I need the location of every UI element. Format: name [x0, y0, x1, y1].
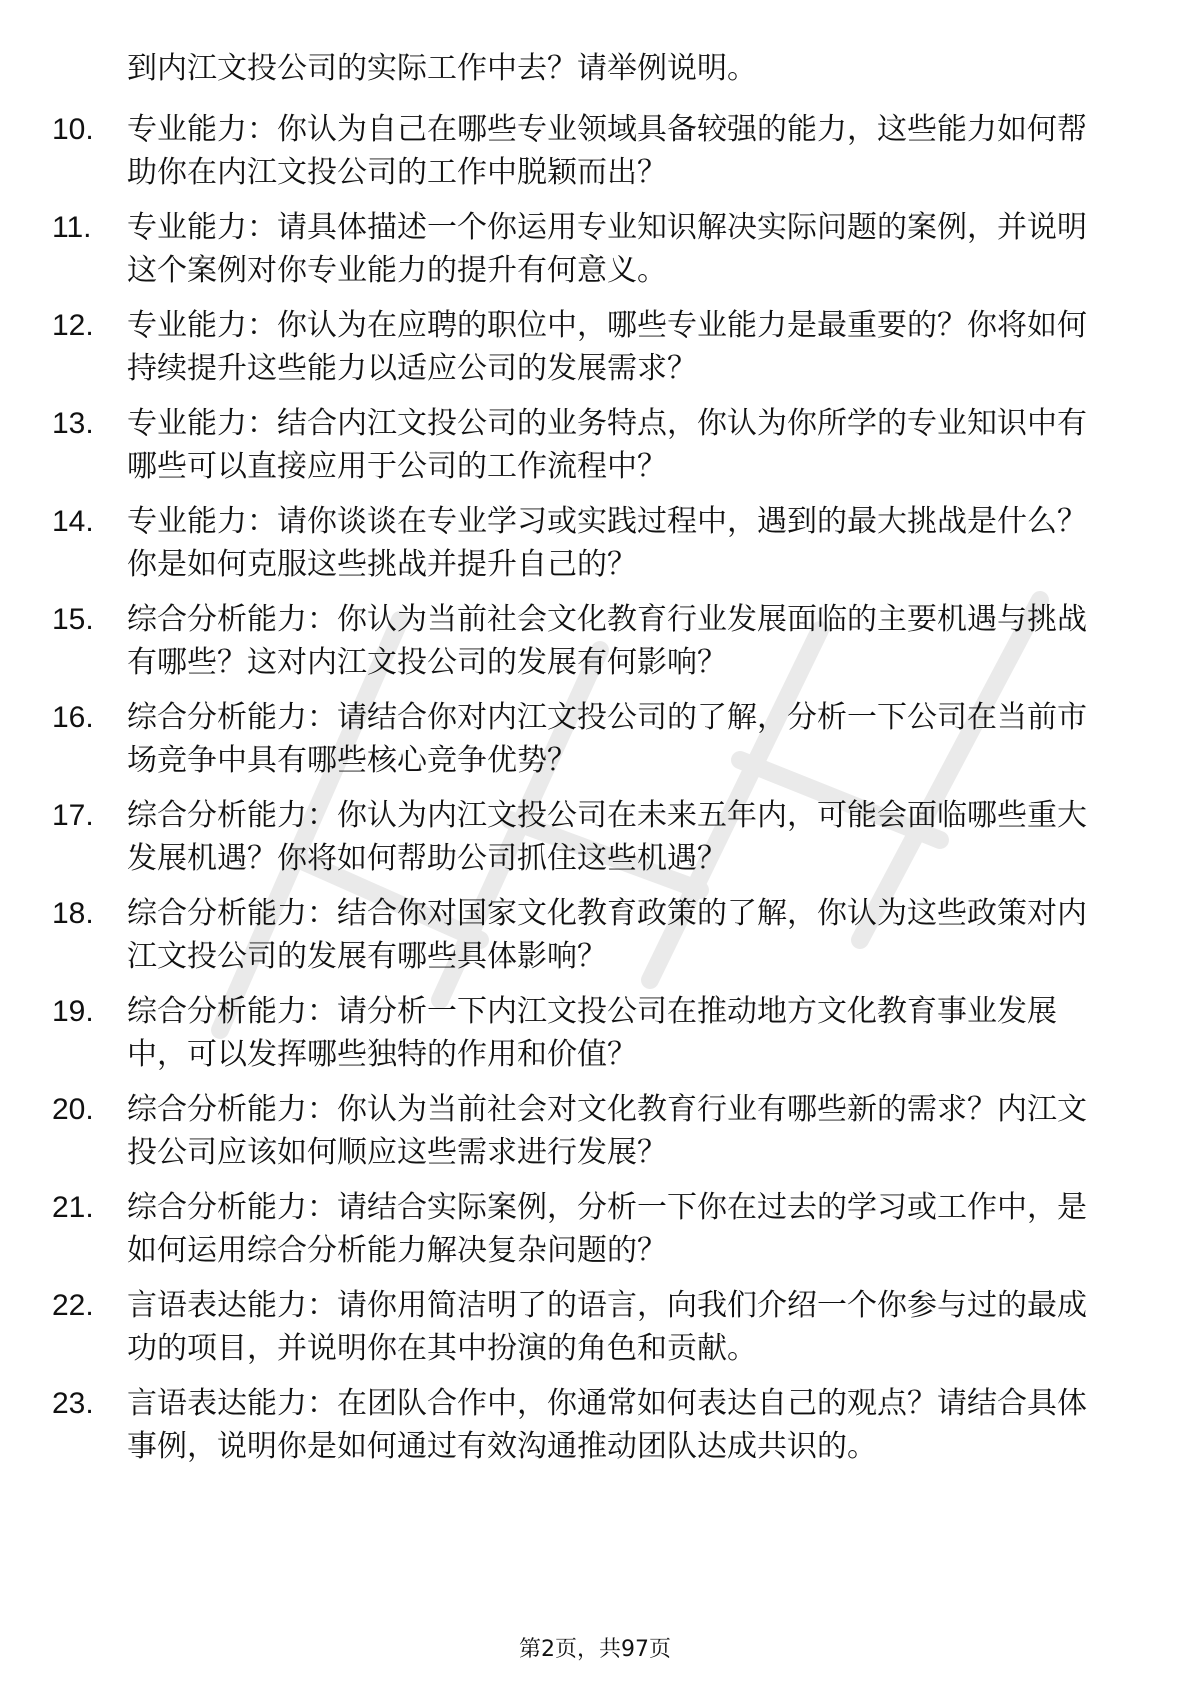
question-number: 21. — [52, 1191, 94, 1224]
question-text: 综合分析能力：你认为内江文投公司在未来五年内，可能会面临哪些重大发展机遇？你将如何帮助公司抓住这些机遇？ — [127, 798, 1087, 876]
question-item-23 — [0, 1382, 1190, 1522]
question-text: 专业能力：结合内江文投公司的业务特点，你认为你所学的专业知识中有哪些可以直接应用于公司的工作流程中？ — [127, 406, 1087, 484]
question-text: 专业能力：你认为自己在哪些专业领域具备较强的能力，这些能力如何帮助你在内江文投公司的工作中脱颖而出？ — [127, 112, 1087, 190]
question-item-14 — [0, 500, 1190, 598]
question-number: 22. — [52, 1289, 94, 1322]
question-number: 14. — [52, 505, 94, 538]
question-list — [0, 108, 1190, 1522]
question-item-21 — [0, 1186, 1190, 1284]
question-text: 言语表达能力：请你用简洁明了的语言，向我们介绍一个你参与过的最成功的项目，并说明你在其中扮演的角色和贡献。 — [127, 1288, 1087, 1366]
page-footer: 第2页，共97页 — [519, 1637, 671, 1662]
question-text: 专业能力：你认为在应聘的职位中，哪些专业能力是最重要的？你将如何持续提升这些能力以适应公司的发展需求？ — [127, 308, 1087, 386]
question-item-10 — [0, 108, 1190, 206]
question-number: 17. — [52, 799, 94, 832]
question-text: 综合分析能力：请分析一下内江文投公司在推动地方文化教育事业发展中，可以发挥哪些独特的作用和价值？ — [127, 994, 1057, 1072]
question-number: 18. — [52, 897, 94, 930]
question-number: 11. — [52, 211, 92, 244]
question-item-12 — [0, 304, 1190, 402]
question-item-13 — [0, 402, 1190, 500]
question-item-16 — [0, 696, 1190, 794]
question-text: 综合分析能力：请结合实际案例，分析一下你在过去的学习或工作中，是如何运用综合分析能力解决复杂问题的？ — [127, 1190, 1087, 1268]
question-text: 综合分析能力：你认为当前社会对文化教育行业有哪些新的需求？内江文投公司应该如何顺应这些需求进行发展？ — [127, 1092, 1087, 1170]
question-item-19 — [0, 990, 1190, 1088]
question-number: 23. — [52, 1387, 94, 1420]
question-number: 15. — [52, 603, 94, 636]
question-number: 10. — [52, 113, 94, 146]
question-number: 19. — [52, 995, 94, 1028]
question-text: 专业能力：请具体描述一个你运用专业知识解决实际问题的案例，并说明这个案例对你专业能力的提升有何意义。 — [127, 210, 1087, 288]
question-text: 言语表达能力：在团队合作中，你通常如何表达自己的观点？请结合具体事例，说明你是如何通过有效沟通推动团队达成共识的。 — [127, 1386, 1087, 1464]
question-text: 专业能力：请你谈谈在专业学习或实践过程中，遇到的最大挑战是什么？你是如何克服这些挑战并提升自己的？ — [127, 504, 1087, 582]
question-item-17 — [0, 794, 1190, 892]
question-number: 16. — [52, 701, 94, 734]
question-text: 综合分析能力：结合你对国家文化教育政策的了解，你认为这些政策对内江文投公司的发展有哪些具体影响？ — [127, 896, 1087, 974]
question-number: 20. — [52, 1093, 94, 1126]
question-item-15 — [0, 598, 1190, 696]
continuation-text: 到内江文投公司的实际工作中去？请举例说明。 — [127, 51, 757, 86]
question-item-18 — [0, 892, 1190, 990]
question-text: 综合分析能力：你认为当前社会文化教育行业发展面临的主要机遇与挑战有哪些？这对内江文投公司的发展有何影响？ — [127, 602, 1087, 680]
question-item-11 — [0, 206, 1190, 304]
question-number: 12. — [52, 309, 94, 342]
question-number: 13. — [52, 407, 94, 440]
question-text: 综合分析能力：请结合你对内江文投公司的了解，分析一下公司在当前市场竞争中具有哪些核心竞争优势？ — [127, 700, 1087, 778]
question-item-20 — [0, 1088, 1190, 1186]
question-item-22 — [0, 1284, 1190, 1382]
